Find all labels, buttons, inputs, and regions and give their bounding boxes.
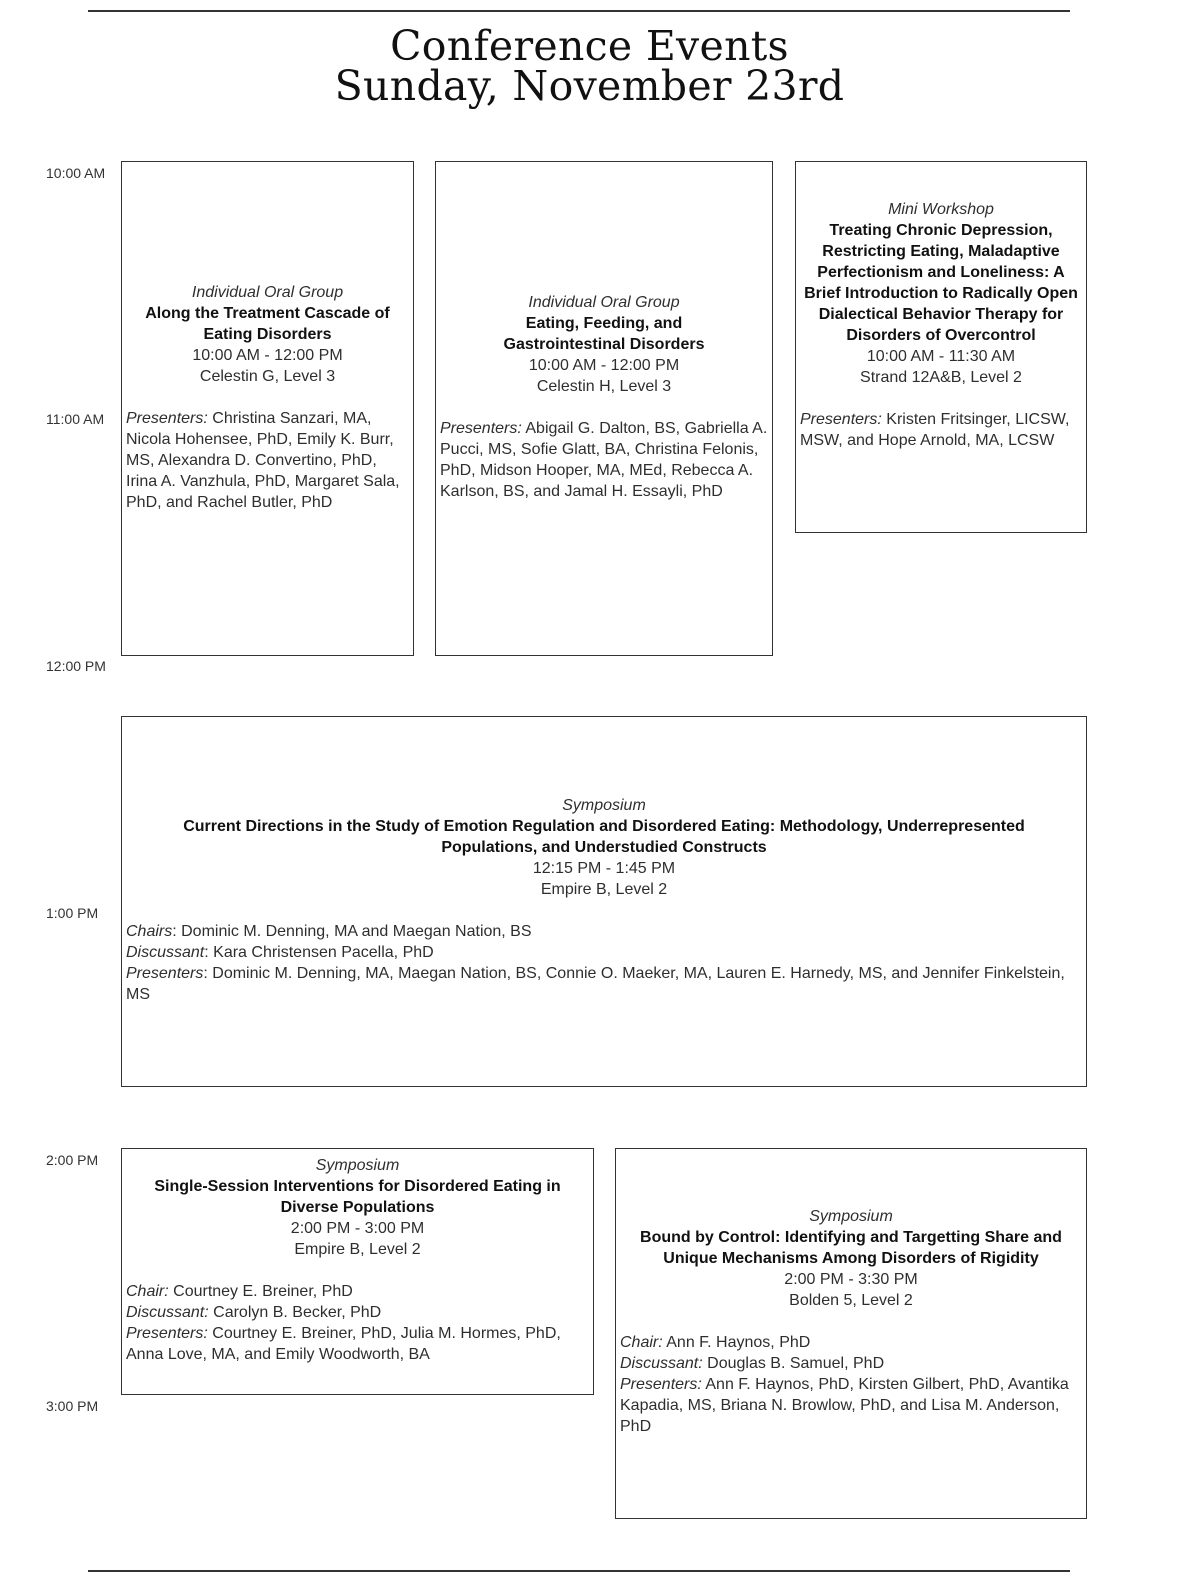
event-title: Single-Session Interventions for Disordered Eating in Diverse Populations: [154, 1178, 561, 1216]
event-location: Bolden 5, Level 2: [789, 1292, 913, 1309]
presenters-list: Christina Sanzari, MA, Nicola Hohensee, PhD, Emily K. Burr, MS, Alexandra D. Convertino, PhD, Irina A. Vanzhula, PhD, Margaret Sala, PhD, and Rachel Butler, PhD: [126, 410, 400, 511]
event-location: Empire B, Level 2: [540, 881, 668, 898]
event-time: 10:00 AM - 12:00 PM: [528, 357, 680, 374]
event-title: Eating, Feeding, and Gastrointestinal Disorders: [503, 315, 705, 353]
event-type: Symposium: [315, 1157, 400, 1174]
presenters-row: [126, 963, 1082, 1005]
event-card[interactable]: [121, 1148, 594, 1395]
presenters-row: [126, 1323, 589, 1365]
top-divider: [88, 10, 1070, 12]
presenters-row: [620, 1374, 1082, 1437]
event-header: [126, 282, 409, 387]
time-label: 10:00 AM: [46, 165, 106, 181]
discussant-value: Douglas B. Samuel, PhD: [702, 1355, 885, 1372]
event-title: Treating Chronic Depression, Restricting Eating, Maladaptive Perfectionism and Loneliness: A Brief Introduction to Radically Open Dialectical Behavior Therapy for Disorders of Overcontrol: [804, 222, 1078, 344]
event-type: Individual Oral Group: [191, 284, 344, 301]
chairs-row: [126, 921, 1082, 942]
title-line-1: Conference Events: [390, 22, 789, 70]
presenters-list: Ann F. Haynos, PhD, Kirsten Gilbert, PhD, Avantika Kapadia, MS, Briana N. Browlow, PhD, and Lisa M. Anderson, PhD: [620, 1376, 1069, 1435]
event-header: [620, 1206, 1082, 1311]
presenters-list: : Dominic M. Denning, MA, Maegan Nation, BS, Connie O. Maeker, MA, Lauren E. Harnedy, MS, and Jennifer Finkelstein, MS: [126, 965, 1065, 1003]
chair-row: [126, 1281, 589, 1302]
chair-row: [620, 1332, 1082, 1353]
event-people: [126, 408, 409, 513]
event-time: 2:00 PM - 3:00 PM: [290, 1220, 425, 1237]
event-title: Current Directions in the Study of Emotion Regulation and Disordered Eating: Methodology, Underrepresented Populations, and Understudied Constructs: [183, 818, 1025, 856]
event-people: [620, 1332, 1082, 1437]
event-type: Individual Oral Group: [528, 294, 680, 311]
discussant-label: Discussant: [126, 944, 205, 961]
page-title: [0, 22, 1179, 110]
event-people: [126, 1281, 589, 1365]
discussant-value: Carolyn B. Becker, PhD: [208, 1304, 382, 1321]
presenters-label: Presenters:: [620, 1376, 702, 1393]
time-label: 1:00 PM: [46, 905, 99, 921]
event-card[interactable]: [121, 716, 1087, 1087]
presenters-list: Abigail G. Dalton, BS, Gabriella A. Pucci, MS, Sofie Glatt, BA, Christina Felonis, PhD, Midson Hooper, MA, MEd, Rebecca A. Karlson, BS, and Jamal H. Essayli, PhD: [440, 420, 768, 500]
chair-label: Chair:: [126, 1283, 169, 1300]
event-time: 10:00 AM - 12:00 PM: [192, 347, 343, 364]
event-type: Symposium: [562, 797, 646, 814]
event-header: [126, 1155, 589, 1260]
event-card[interactable]: [615, 1148, 1087, 1519]
time-label: 3:00 PM: [46, 1398, 99, 1414]
presenters-label: Presenters: [126, 965, 204, 982]
presenters-label: Presenters:: [126, 410, 208, 427]
time-label: 12:00 PM: [46, 658, 106, 674]
chair-value: Ann F. Haynos, PhD: [662, 1334, 811, 1351]
chairs-value: : Dominic M. Denning, MA and Maegan Nation, BS: [172, 923, 532, 940]
presenters-list: Kristen Fritsinger, LICSW, MSW, and Hope Arnold, MA, LCSW: [800, 411, 1070, 449]
event-type: Mini Workshop: [888, 201, 994, 218]
event-type: Symposium: [809, 1208, 893, 1225]
event-location: Empire B, Level 2: [294, 1241, 421, 1258]
discussant-label: Discussant:: [620, 1355, 703, 1372]
presenters-label: Presenters:: [440, 420, 522, 437]
discussant-value: : Kara Christensen Pacella, PhD: [204, 944, 434, 961]
event-header: [800, 199, 1082, 388]
event-location: Celestin G, Level 3: [199, 368, 336, 385]
event-card[interactable]: [795, 161, 1087, 533]
chair-value: Courtney E. Breiner, PhD: [168, 1283, 353, 1300]
discussant-row: [126, 942, 1082, 963]
event-people: [440, 418, 768, 502]
event-time: 10:00 AM - 11:30 AM: [866, 348, 1016, 365]
event-title: Bound by Control: Identifying and Targetting Share and Unique Mechanisms Among Disorders of Rigidity: [640, 1229, 1062, 1267]
presenters-label: Presenters:: [800, 411, 882, 428]
discussant-row: [620, 1353, 1082, 1374]
presenters-label: Presenters:: [126, 1325, 208, 1342]
event-title: Along the Treatment Cascade of Eating Disorders: [145, 305, 390, 343]
discussant-row: [126, 1302, 589, 1323]
time-label: 11:00 AM: [46, 411, 105, 427]
event-people: [800, 409, 1082, 451]
event-header: [440, 292, 768, 397]
presenters-list: Courtney E. Breiner, PhD, Julia M. Hormes, PhD, Anna Love, MA, and Emily Woodworth, BA: [126, 1325, 561, 1363]
discussant-label: Discussant:: [126, 1304, 209, 1321]
event-time: 2:00 PM - 3:30 PM: [784, 1271, 918, 1288]
event-header: [126, 795, 1082, 900]
bottom-divider: [88, 1570, 1070, 1572]
chairs-label: Chairs: [126, 923, 173, 940]
event-people: [126, 921, 1082, 1005]
chair-label: Chair:: [620, 1334, 663, 1351]
event-card[interactable]: [121, 161, 414, 656]
event-location: Celestin H, Level 3: [536, 378, 672, 395]
event-location: Strand 12A&B, Level 2: [860, 369, 1022, 386]
event-time: 12:15 PM - 1:45 PM: [532, 860, 676, 877]
event-card[interactable]: [435, 161, 773, 656]
time-label: 2:00 PM: [46, 1152, 99, 1168]
title-line-2: Sunday, November 23rd: [334, 62, 845, 110]
